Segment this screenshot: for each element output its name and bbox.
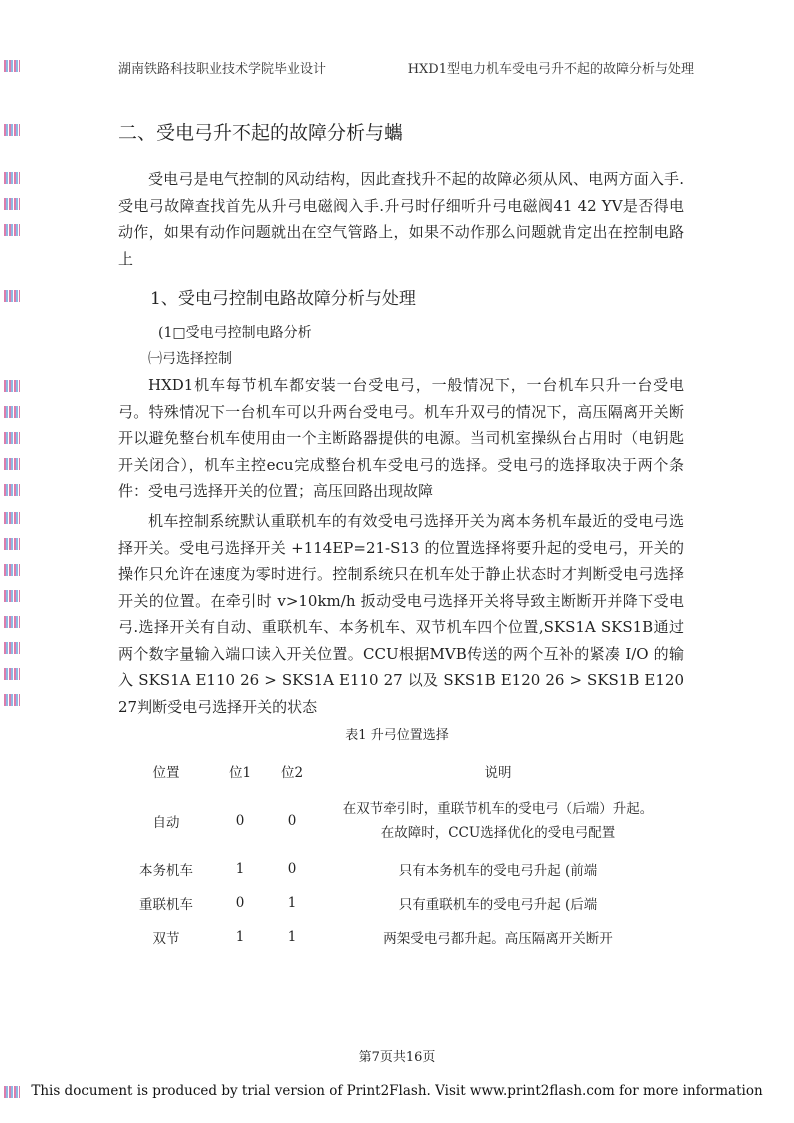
table-row <box>118 886 678 920</box>
table-cell: 1 <box>235 929 245 945</box>
margin-artifact <box>4 616 20 628</box>
margin-artifact <box>4 694 20 706</box>
subheading-pantograph-selection: ㈠弓选择控制 <box>148 351 232 367</box>
table-cell: 重联机车 <box>139 897 193 913</box>
margin-artifact <box>4 1086 20 1098</box>
margin-artifact <box>4 432 20 444</box>
margin-artifact <box>4 406 20 418</box>
table-cell: 1 <box>287 929 297 945</box>
table-header-row <box>118 752 678 790</box>
table-cell: 0 <box>287 813 297 829</box>
table-cell: 自动 <box>152 815 180 831</box>
subheading-control-circuit: 1、受电弓控制电路故障分析与处理 <box>150 289 416 309</box>
column-header: 位置 <box>152 765 180 781</box>
header-school: 湖南铁路科技职业技术学院毕业设计 <box>118 62 327 77</box>
table-cell: 在双节牵引时，重联节机车的受电弓（后端）升起。在故障时，CCU选择优化的受电弓配置 <box>342 801 654 841</box>
pantograph-position-table <box>118 752 678 954</box>
table-cell: 0 <box>287 861 297 877</box>
table-cell: 1 <box>287 895 297 911</box>
margin-artifact <box>4 642 20 654</box>
table-cell: 1 <box>235 861 245 877</box>
margin-artifact <box>4 124 20 136</box>
margin-artifact <box>4 590 20 602</box>
table-caption: 表1 升弓位置选择 <box>345 728 449 743</box>
table-cell: 0 <box>235 895 245 911</box>
subheading-analysis: (1□受电弓控制电路分析 <box>158 325 312 341</box>
paragraph-intro: 受电弓是电气控制的风动结构，因此查找升不起的故障必须从风、电两方面入手.受电弓故障查找首先从升弓电磁阀入手.升弓时仔细听升弓电磁阀41 42 YV是否得电动作，如果有动作问题就出在空气管路上，如果不动作那么问题就肯定出在控制电路上 <box>118 170 684 268</box>
margin-artifact <box>4 224 20 236</box>
column-header: 位2 <box>280 765 304 781</box>
page-number: 第7页共16页 <box>358 1050 436 1065</box>
table-row <box>118 852 678 886</box>
margin-artifact <box>4 198 20 210</box>
header-thesis-title: HXD1型电力机车受电弓升不起的故障分析与处理 <box>407 62 694 77</box>
trial-version-notice: This document is produced by trial version of Print2Flash. Visit www.print2flash.com for more information <box>31 1083 763 1099</box>
paragraph-hxd1: HXD1机车每节机车都安装一台受电弓，一般情况下，一台机车只升一台受电弓。特殊情况下一台机车可以升两台受电弓。机车升双弓的情况下，高压隔离开关断开以避免整台机车使用由一个主断路器提供的电源。当司机室操纵台占用时（电钥匙开关闭合），机车主控ecu完成整台机车受电弓的选择。受电弓的选择取决于两个条件：受电弓选择开关的位置；高压回路出现故障 <box>118 376 684 500</box>
table-cell: 两架受电弓都升起。高压隔离开关断开 <box>383 931 613 947</box>
table-cell: 只有本务机车的受电弓升起 (前端 <box>398 863 598 879</box>
margin-artifact <box>4 484 20 496</box>
margin-artifact <box>4 380 20 392</box>
paragraph-control-system: 机车控制系统默认重联机车的有效受电弓选择开关为离本务机车最近的受电弓选择开关。受电弓选择开关 +114EP=21-S13 的位置选择将要升起的受电弓，开关的操作只允许在速度为零时进行。控制系统只在机车处于静止状态时才判断受电弓选择开关的位置。在牵引时 v>10km/h 扳动受电弓选择开关将导致主断断开并降下受电弓.选择开关有自动、重联机车、本务机车、双节机车四个位置,SKS1A SKS1B通过两个数字量输入端口读入开关位置。CCU根据MVB传送的两个互补的紧凑 I/O 的输入 SKS1A E110 26 > SKS1A E110 27 以及 SKS1B E120 26 > SKS1B E120 27判断受电弓选择开关的状态 <box>118 512 684 716</box>
margin-artifact <box>4 538 20 550</box>
section-title: 二、受电弓升不起的故障分析与蠵 <box>118 122 404 144</box>
margin-artifact <box>4 60 20 72</box>
margin-artifact <box>4 512 20 524</box>
table-row <box>118 790 678 852</box>
margin-artifact <box>4 290 20 302</box>
margin-artifact <box>4 458 20 470</box>
page-header <box>118 58 694 77</box>
column-header: 说明 <box>484 765 512 781</box>
margin-artifact <box>4 668 20 680</box>
table-cell: 0 <box>235 813 245 829</box>
column-header: 位1 <box>228 765 252 781</box>
table-cell: 双节 <box>152 931 180 947</box>
table-cell: 只有重联机车的受电弓升起 (后端 <box>398 897 598 913</box>
table-cell: 本务机车 <box>139 863 193 879</box>
table-row <box>118 920 678 954</box>
margin-artifact <box>4 172 20 184</box>
margin-artifact <box>4 564 20 576</box>
